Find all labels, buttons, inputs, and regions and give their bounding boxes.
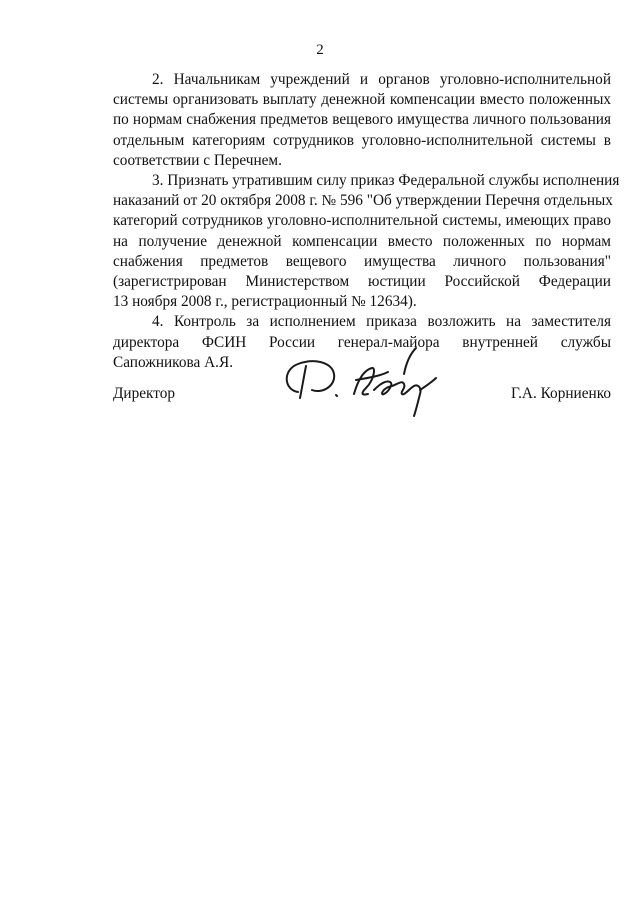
text-line: снабжения предметов вещевого имущества личного пользования" — [113, 252, 611, 270]
text-line: отдельным категориям сотрудников уголовно-исполнительной системы в — [113, 131, 611, 149]
signatory-title: Директор — [113, 385, 176, 402]
text-line: Сапожникова А.Я. — [113, 353, 234, 371]
text-line: соответствии с Перечнем. — [113, 151, 282, 169]
signature-block — [113, 340, 611, 430]
signatory-name: Г.А. Корниенко — [510, 385, 611, 402]
text-line: 2. Начальникам учреждений и органов уголовно-исполнительной — [152, 71, 611, 88]
text-line: на получение денежной компенсации вместо положенных по нормам — [113, 232, 611, 250]
text-line: категорий сотрудников уголовно-исполнительной системы, имеющих право — [113, 212, 611, 230]
text-line: 13 ноября 2008 г., регистрационный № 12634). — [113, 293, 417, 311]
text-line: системы организовать выплату денежной компенсации вместо положенных — [113, 91, 611, 109]
document-body — [113, 70, 620, 373]
text-line: наказаний от 20 октября 2008 г. № 596 "Об утверждении Перечня отдельных — [113, 192, 613, 210]
paragraph-2 — [113, 70, 611, 171]
text-line: 4. Контроль за исполнением приказа возложить на заместителя — [152, 313, 611, 331]
text-line: директора ФСИН России генерал-майора внутренней службы — [113, 333, 611, 351]
text-line: (зарегистрирован Министерством юстиции Российской Федерации — [113, 273, 611, 291]
paragraph-3 — [113, 171, 620, 312]
page-number: 2 — [316, 42, 324, 58]
text-line: 3. Признать утратившим силу приказ Федеральной службы исполнения — [152, 172, 620, 190]
handwritten-signature — [276, 340, 466, 420]
text-line: по нормам снабжения предметов вещевого имущества личного пользования — [113, 111, 611, 129]
